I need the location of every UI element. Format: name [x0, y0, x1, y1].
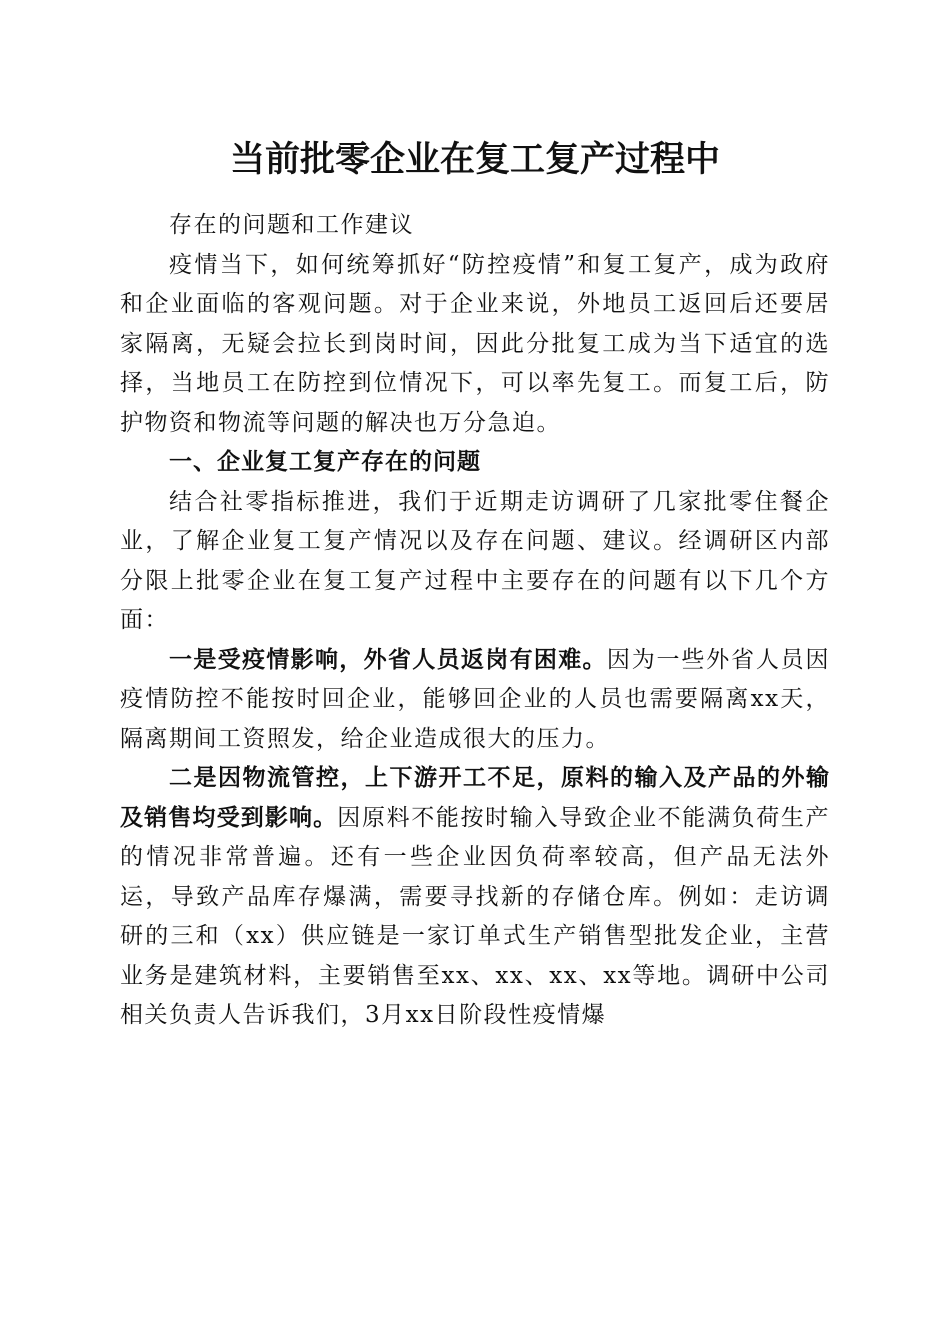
- point-1-text: 因为一些外省人员因疫情防控不能按时回企业，能够回企业的人员也需要隔离xx天，隔离期间工资照发，给企业造成很大的压力。: [120, 646, 831, 752]
- point-1-lead: 一是受疫情影响，外省人员返岗有困难。: [169, 646, 607, 673]
- intro-paragraph: 疫情当下，如何统筹抓好“防控疫情”和复工复产，成为政府和企业面临的客观问题。对于企业来说，外地员工返回后还要居家隔离，无疑会拉长到岗时间，因此分批复工成为当下适宜的选择，当地员工在防控到位情况下，可以率先复工。而复工后，防护物资和物流等问题的解决也万分急迫。: [120, 251, 830, 436]
- point-2-text: 因原料不能按时输入导致企业不能满负荷生产的情况非常普遍。还有一些企业因负荷率较高，但产品无法外运，导致产品库存爆满，需要寻找新的存储仓库。例如：走访调研的三和（xx）供应链是一家订单式生产销售型批发企业，主营业务是建筑材料，主要销售至xx、xx、xx、xx等地。调研中公司相关负责人告诉我们，3月xx日阶段性疫情爆: [120, 804, 831, 1028]
- document-title: 当前批零企业在复工复产过程中: [229, 140, 720, 180]
- section-heading-problems: 一、企业复工复产存在的问题: [169, 449, 481, 475]
- point-paragraph-2: [120, 759, 830, 1036]
- point-paragraph-1: [120, 641, 830, 760]
- document-subtitle: 存在的问题和工作建议: [169, 212, 414, 238]
- point-2-lead: 二是因物流管控，上下游开工不足，原料的输入及产品的外输及销售均受到影响。: [120, 765, 830, 831]
- document-body: [120, 206, 830, 1036]
- section-paragraph-overview: 结合社零指标推进，我们于近期走访调研了几家批零住餐企业，了解企业复工复产情况以及存在问题、建议。经调研区内部分限上批零企业在复工复产过程中主要存在的问题有以下几个方面：: [120, 488, 830, 633]
